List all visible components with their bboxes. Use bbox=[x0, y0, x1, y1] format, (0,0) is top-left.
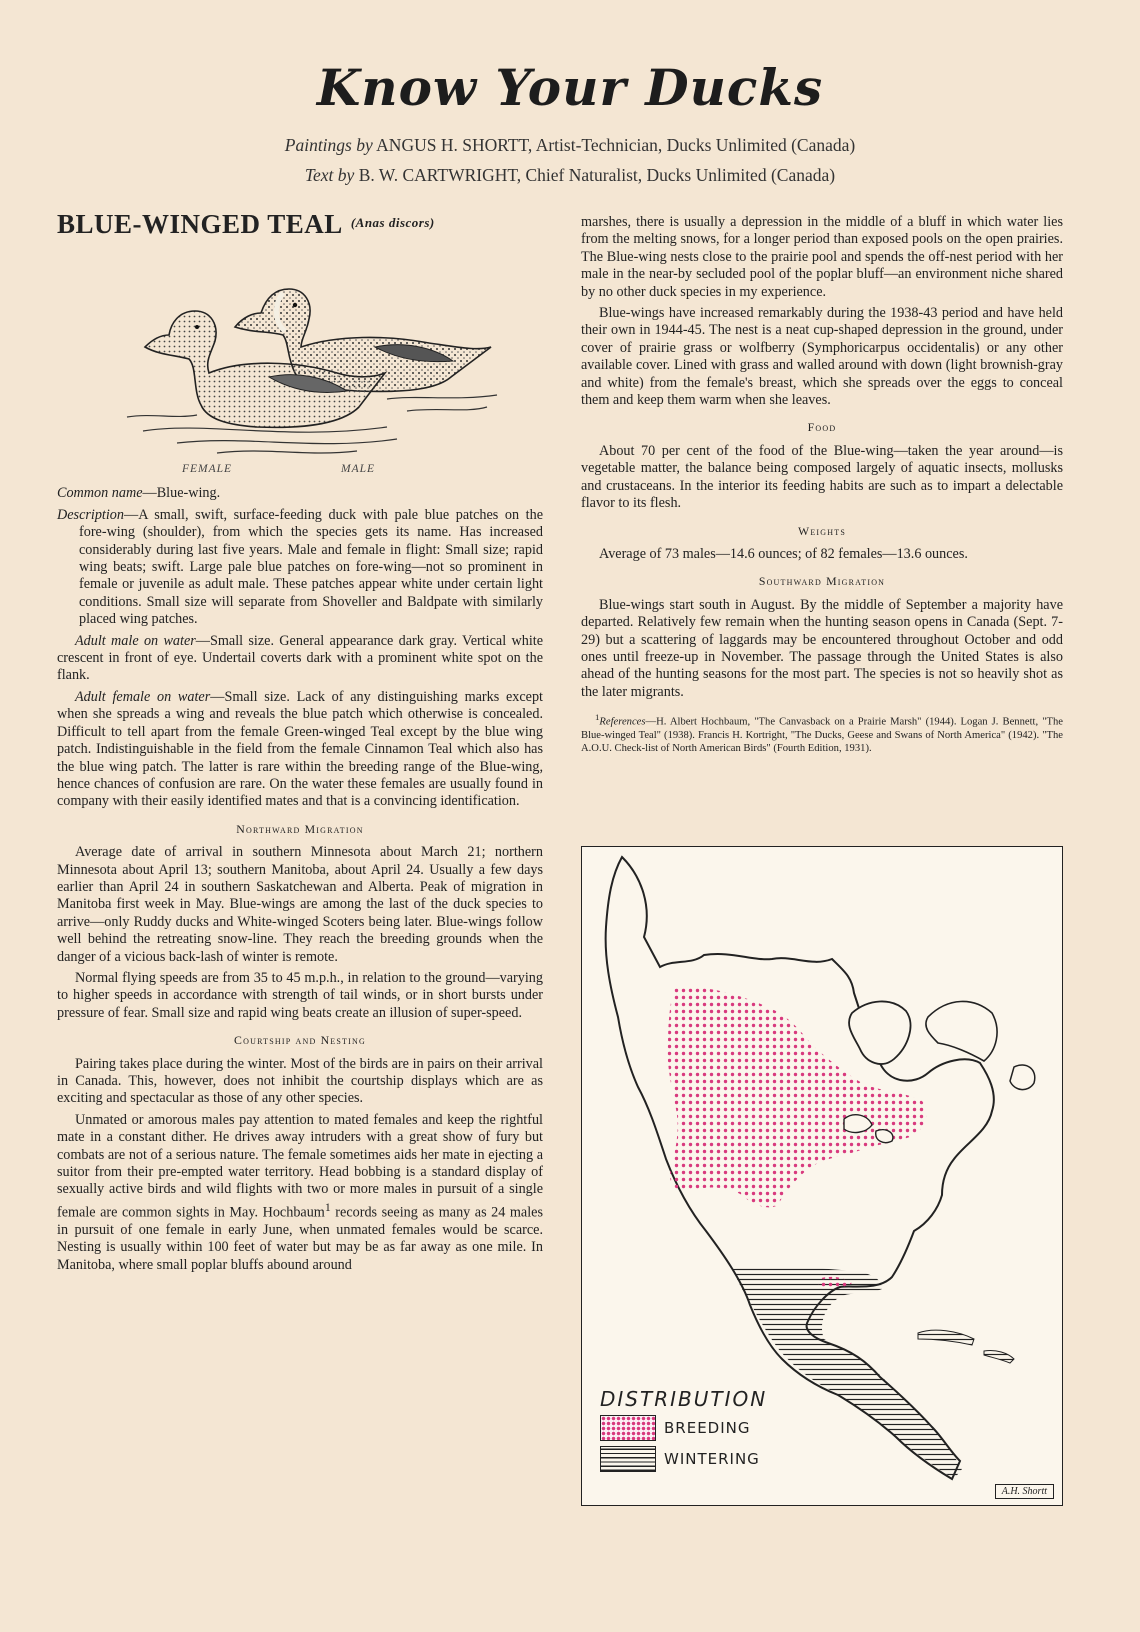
paintings-credit-text: ANGUS H. SHORTT, Artist-Technician, Ducks Unlimited (Canada) bbox=[376, 135, 856, 155]
references-label: References bbox=[599, 716, 646, 728]
northward-paragraph-1: Average date of arrival in southern Minnesota about March 21; northern Minnesota about April 13; southern Manitoba, about April 24. Usually a few days earlier than April 24 in southern Saskatchewan and Alberta. Peak of migration in Manitoba first week in May. Blue-wings are among the last of the duck species to arrive—only Ruddy ducks and White-winged Scoters being later. Blue-wings follow well behind the retreating snow-line. They reach the breeding grounds when the danger of a vicious back-lash of winter is remote. bbox=[57, 844, 543, 965]
adult-female-paragraph bbox=[57, 689, 543, 811]
duck-illustration bbox=[57, 239, 543, 475]
wintering-swatch bbox=[600, 1446, 656, 1472]
references-text: —H. Albert Hochbaum, "The Canvasback on a Prairie Marsh" (1944). Logan J. Bennett, "The Blue-winged Teal" (1938). Francis H. Kortright, "The Ducks, Geese and Swans of North America" (1942). "The A.O.U. Check-list of North American Birds" (Fourth Edition, 1931). bbox=[581, 716, 1063, 754]
legend-title: DISTRIBUTION bbox=[600, 1387, 768, 1411]
adult-male-label: Adult male on water bbox=[75, 632, 196, 649]
adult-male-paragraph bbox=[57, 633, 543, 685]
left-column bbox=[57, 209, 544, 1514]
distribution-map bbox=[581, 846, 1063, 1506]
nesting-paragraph-2: Blue-wings have increased remarkably during the 1938-43 period and have held their own in 1944-45. The nest is a neat cup-shaped depression in the ground, under cover of prairie grass or wolfberry (Symphoricarpus occidentalis) or any other available cover. Lined with grass and walled around with down (light brownish-gray and white) from the female's breast, which she spreads over the eggs to conceal them and keep them warm when she leaves. bbox=[581, 305, 1063, 409]
adult-female-text: —Small size. Lack of any distinguishing marks except when she spreads a wing and reveals the blue patch which otherwise is concealed. Difficult to tell apart from the female Green-winged Teal except by the blue wing patch. Indistinguishable in the field from the female Cinnamon Teal which also has the blue wing patch. The latter is rare within the breeding range of the Blue-wing, hence chances of confusion are rare. On the water these females are usually found in company with their easily identified mates and that is a convincing identification. bbox=[57, 688, 544, 810]
courtship-nesting-heading: Courtship and Nesting bbox=[234, 1033, 366, 1048]
northward-migration-heading: Northward Migration bbox=[236, 821, 364, 836]
species-latin-name: (Anas discors) bbox=[350, 215, 435, 230]
description-label: Description bbox=[57, 506, 124, 523]
courtship-paragraph-2 bbox=[57, 1112, 543, 1274]
artist-signature: A.H. Shortt bbox=[995, 1484, 1054, 1499]
food-heading: Food bbox=[807, 420, 837, 435]
species-heading bbox=[57, 209, 543, 239]
male-caption: MALE bbox=[341, 463, 376, 476]
courtship-paragraph-2-a: Unmated or amorous males pay attention to mated females and keep the rightful mate in a constant dither. He drives away intruders with a great show of fury but combats are not of a serious nature. The female sometimes aids her mate in ejecting a suitor from their pre-empted water territory. Head bobbing is a standard display of sexually active birds and wild flights with two or more males in pursuit of a single female are common sights in May. Hochbaum bbox=[57, 1111, 543, 1221]
common-name-paragraph bbox=[57, 485, 543, 502]
southward-paragraph: Blue-wings start south in August. By the middle of September a majority have departed. Relatively few remain when the hunting season opens in Canada (Sept. 7-29) but a scattering of laggards may be encountered throughout October and odd ones until freeze-up in November. The passage through the United States is also ahead of the hunting seasons for the most part. The species is not so heavily shot as the later migrants. bbox=[581, 596, 1063, 700]
text-credit-text: B. W. CARTWRIGHT, Chief Naturalist, Ducks Unlimited (Canada) bbox=[358, 165, 836, 185]
weights-heading: Weights bbox=[798, 523, 846, 538]
text-credit bbox=[0, 165, 1140, 186]
references-marker: 1 bbox=[595, 712, 600, 723]
wintering-label: WINTERING bbox=[664, 1450, 760, 1468]
footnote-marker: 1 bbox=[324, 1199, 331, 1214]
species-name: BLUE-WINGED TEAL bbox=[57, 209, 343, 239]
nesting-continued-paragraph: marshes, there is usually a depression in the middle of a bluff in which water lies from the melting snows, for a longer period than exposed pools on the open prairies. The Blue-wing nests close to the prairie pool and spends the off-nest period with her male in the near-by secluded pool of the poplar bluff—an environment niche shared by no other duck species in my experience. bbox=[581, 214, 1063, 300]
southward-migration-heading: Southward Migration bbox=[758, 574, 886, 589]
adult-male-text: —Small size. General appearance dark gray. Vertical white crescent in front of eye. Undertail coverts dark with a prominent white spot on the flank. bbox=[57, 632, 543, 684]
references-footnote bbox=[581, 711, 1063, 755]
text-credit-prefix: Text by bbox=[304, 165, 355, 185]
right-column bbox=[581, 214, 1063, 814]
page-title: Know Your Ducks bbox=[316, 58, 824, 117]
female-caption: FEMALE bbox=[182, 463, 233, 476]
description-text: —A small, swift, surface-feeding duck with pale blue patches on the fore-wing (shoulder), from which the species gets its name. Has increased considerably during last five years. Male and female in flight: Small size; rapid wing beats; swift. Large pale blue patches on fore-wing—not so prominent in female or juvenile as adult male. These patches appear white under certain light conditions. Small size will separate from Shoveller and Baldpate with similarly placed wing patches. bbox=[79, 506, 543, 628]
labrador-outline bbox=[926, 1001, 997, 1061]
description-paragraph bbox=[57, 507, 543, 629]
newfoundland-outline bbox=[1010, 1065, 1035, 1090]
food-paragraph: About 70 per cent of the food of the Blue-wing—taken the year around—is vegetable matter, the balance being composed largely of aquatic insects, mollusks and crustaceans. In the interior its feeding habits are such as to impart a delectable flavor to its flesh. bbox=[581, 442, 1063, 512]
common-name-label: Common name bbox=[57, 485, 143, 502]
northward-paragraph-2: Normal flying speeds are from 35 to 45 m.p.h., in relation to the ground—varying to higher speeds in accordance with strength of tail winds, or in short bursts under pressure of fear. Small size and rapid wing beats create an illusion of super-speed. bbox=[57, 969, 543, 1021]
duck-pair-drawing bbox=[57, 239, 543, 475]
caribbean-islands bbox=[918, 1330, 1014, 1363]
weights-paragraph: Average of 73 males—14.6 ounces; of 82 females—13.6 ounces. bbox=[599, 545, 968, 562]
breeding-swatch bbox=[600, 1415, 656, 1441]
paintings-credit bbox=[0, 135, 1140, 156]
courtship-paragraph-1: Pairing takes place during the winter. Most of the birds are in pairs on their arrival in Canada. This, however, does not inhibit the courtship displays which are as exciting and spectacular as those of any other species. bbox=[57, 1055, 543, 1107]
legend-breeding bbox=[600, 1415, 751, 1441]
paintings-credit-prefix: Paintings by bbox=[284, 135, 373, 155]
adult-female-label: Adult female on water bbox=[75, 688, 211, 705]
breeding-label: BREEDING bbox=[664, 1419, 751, 1437]
wintering-range bbox=[732, 1267, 962, 1479]
legend-wintering bbox=[600, 1446, 760, 1472]
courtship-paragraph-2-b: records seeing as many as 24 males in pursuit of one female in early June, when unmated females would be scarce. Nesting is usually within 100 feet of water but may be as far away as one mile. In Manitoba, where small poplar bluffs abound around bbox=[57, 1204, 543, 1273]
common-name-text: —Blue-wing. bbox=[142, 485, 221, 502]
